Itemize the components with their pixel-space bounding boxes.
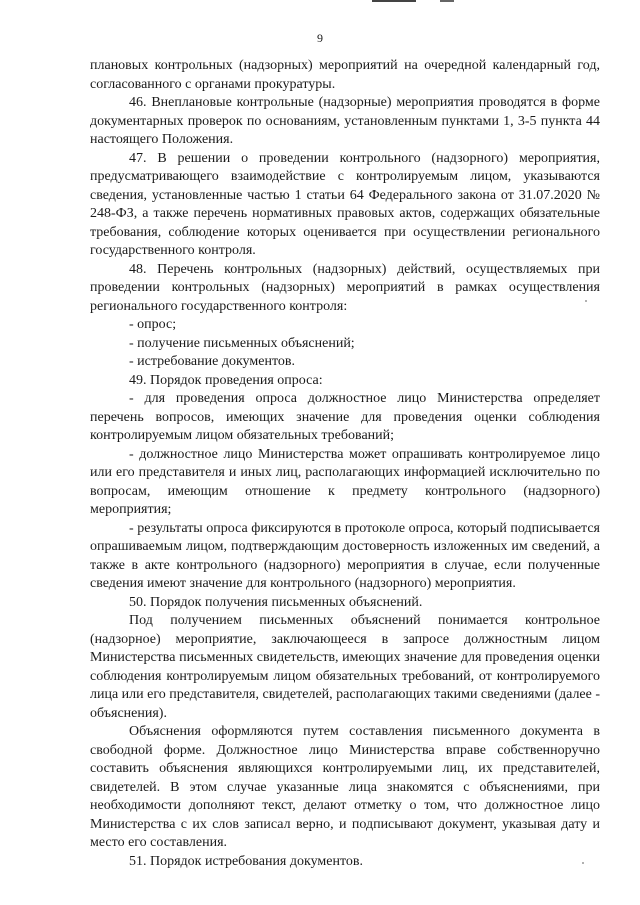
paragraph: 48. Перечень контрольных (надзорных) действий, осуществляемых при проведении контрольных (надзорных) мероприятий в рамках осуществления регионального государственного контроля:: [90, 261, 600, 314]
scan-speck: [582, 862, 584, 864]
paragraph: 49. Порядок проведения опроса:: [129, 372, 323, 388]
paragraph: 47. В решении о проведении контрольного (надзорного) мероприятия, предусматривающего взаимодействие с контролируемым лицом, указываются сведения, установленные частью 1 статьи 64 Федерального закона от 31.07.2020 № 248-ФЗ, а также перечень нормативных правовых актов, содержащих обязательные требования, соблюдение которых оценивается при осуществлении регионального государственного контроля.: [90, 150, 600, 258]
document-body: [90, 57, 600, 871]
list-item: - опрос;: [129, 317, 177, 332]
list-item: - результаты опроса фиксируются в протоколе опроса, который подписывается опрашиваемым лицом, подтверждающим достоверность изложенных им сведений, а также в акте контрольного (надзорного) мероприятия в случае, если полученные сведения имеют значение для контрольного (надзорного) мероприятия.: [90, 520, 600, 591]
page-number: 9: [317, 31, 323, 45]
scan-mark: [440, 0, 454, 2]
list-item: - должностное лицо Министерства может опрашивать контролируемое лицо или его представителя и иных лиц, располагающих информацией исключительно по вопросам, имеющим отношение к предмету контрольного (надзорного) мероприятия;: [90, 446, 600, 517]
paragraph: Под получением письменных объяснений понимается контрольное (надзорное) мероприятие, заключающееся в запросе должностным лицом Министерства письменных свидетельств, имеющих значение для проведения оценки соблюдения контролируемым лицом обязательных требований, от контролируемого лица или его представителя, свидетелей, располагающих такими сведениями (далее - объяснения).: [90, 613, 601, 721]
paragraph: плановых контрольных (надзорных) мероприятий на очередной календарный год, согласованного с органами прокуратуры.: [90, 58, 600, 92]
list-item: - для проведения опроса должностное лицо Министерства определяет перечень вопросов, имеющих значение для проведения оценки соблюдения контролируемым лицом обязательных требований;: [90, 391, 600, 443]
paragraph: 50. Порядок получения письменных объяснений.: [129, 594, 423, 610]
paragraph: 51. Порядок истребования документов.: [129, 853, 364, 869]
list-item: - получение письменных объяснений;: [129, 335, 355, 351]
paragraph: Объяснения оформляются путем составления письменного документа в свободной форме. Должностное лицо Министерства вправе собственноручно составить объяснения являющихся контролируемыми лиц, их представителей, свидетелей. В этом случае указанные лица знакомятся с объяснениями, при необходимости дополняют текст, делают отметку о том, что должностное лицо Министерства с их слов записал верно, и подписывают документ, указывая дату и место его составления.: [90, 724, 600, 850]
scan-speck: [585, 300, 587, 302]
list-item: - истребование документов.: [129, 354, 295, 369]
paragraph: 46. Внеплановые контрольные (надзорные) мероприятия проводятся в форме документарных проверок по основаниям, установленным пунктами 1, 3-5 пункта 44 настоящего Положения.: [90, 95, 600, 147]
scan-mark: [372, 0, 416, 2]
